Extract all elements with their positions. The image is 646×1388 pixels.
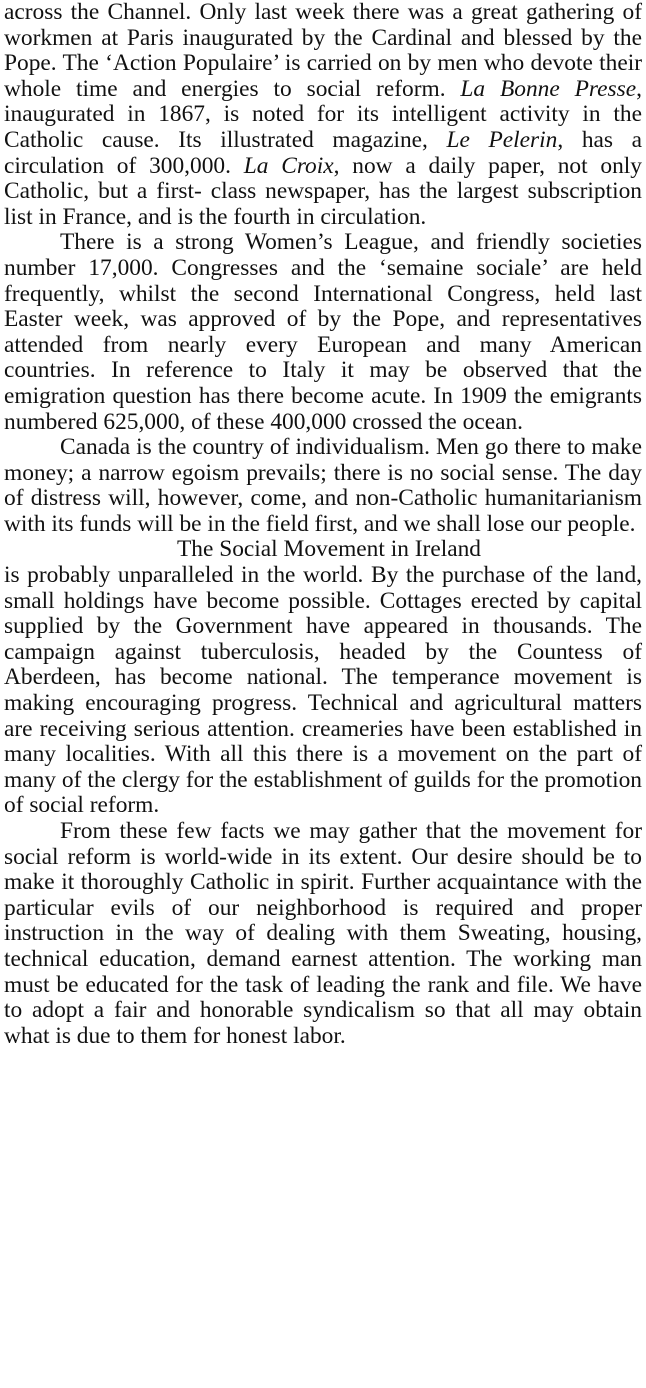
paragraph-france (4, 0, 642, 230)
text-run-italic: Le Pelerin (446, 126, 558, 153)
text-run: is probably unparalleled in the world. By the purchase of the land, small holdings have become possible. Cottages erected by capital supplied by the Government have appeared in thousands. The campaign against tuberculosis, headed by the Countess of Aberdeen, has become national. The temperance movement is making encouraging progress. Technical and agricultural matters are receiving serious attention. creameries have been established in many localities. With all this there is a movement on the part of many of the clergy for the establishment of guilds for the promotion of social reform. (4, 562, 642, 819)
section-heading (4, 537, 642, 563)
heading-text: The Social Movement in Ireland (177, 536, 481, 563)
paragraph-canada (4, 435, 642, 537)
text-run: There is a strong Women’s League, and friendly societies number 17,000. Congresses and the ‘semaine sociale’ are held frequently, whilst the second International Congress, held last Easter week, was approved of by the Pope, and representatives attended from nearly every European and many American countries. In reference to Italy it may be observed that the emigration question has there become acute. In 1909 the emigrants numbered 625,000, of these 400,000 crossed the ocean. (4, 229, 642, 435)
text-run-italic: La Croix (243, 152, 334, 179)
paragraph-womens-league (4, 230, 642, 435)
text-run-italic: La Bonne Presse (460, 75, 637, 102)
text-run: , has a circulation of 300,000. (4, 126, 642, 179)
paragraph-conclusion (4, 819, 642, 1049)
text-run: , now a daily paper, not only Catholic, but a first- class newspaper, has the largest subscription list in France, and is the fourth in circulation. (4, 152, 642, 230)
text-run: Canada is the country of individualism. Men go there to make money; a narrow egoism prevails; there is no social sense. The day of distress will, however, come, and non-Catholic humanitarianism with its funds will be in the field first, and we shall lose our people. (4, 434, 642, 537)
paragraph-ireland (4, 563, 642, 819)
text-run: across the Channel. Only last week there was a great gathering of workmen at Paris inaugurated by the Cardinal and blessed by the Pope. The ‘Action Populaire’ is carried on by men who devote their whole time and energies to social reform. (4, 0, 642, 102)
text-run: , inaugurated in 1867, is noted for its intelligent activity in the Catholic cause. Its illustrated magazine, (4, 75, 642, 153)
text-run: From these few facts we may gather that the movement for social reform is world-wide in its extent. Our desire should be to make it thoroughly Catholic in spirit. Further acquaintance with the particular evils of our neighborhood is required and proper instruction in the way of dealing with them Sweating, housing, technical education, demand earnest attention. The working man must be educated for the task of leading the rank and file. We have to adopt a fair and honorable syndicalism so that all may obtain what is due to them for honest labor. (4, 818, 642, 1049)
